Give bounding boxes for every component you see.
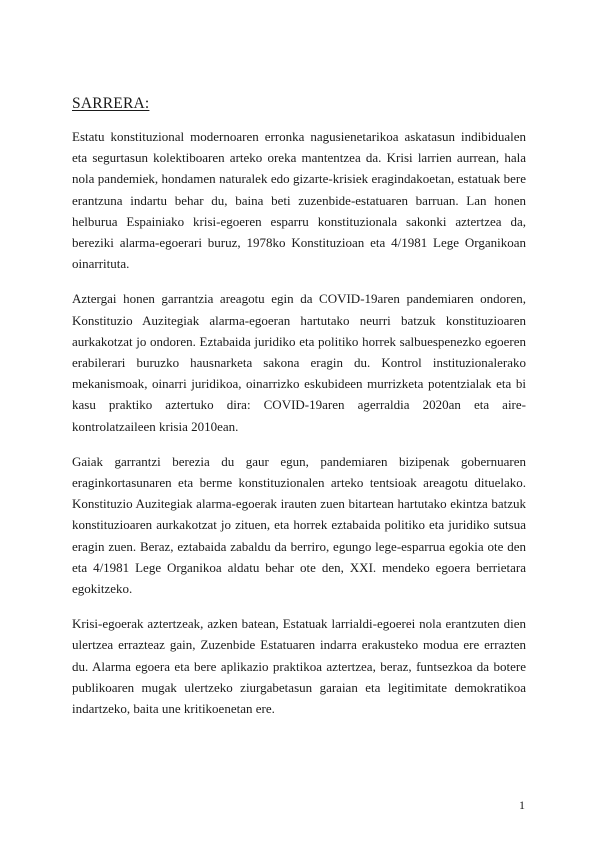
page-number: 1 <box>519 798 525 812</box>
paragraph-4: Krisi-egoerak aztertzeak, azken batean, Estatuak larrialdi-egoerei nola erantzuten dien ulertzea errazteaz gain, Zuzenbide Estatuaren indarra erakusteko modua ere errazten du. Alarma egoera eta bere aplikazio praktikoa aztertzea, beraz, funtsezkoa da botere publikoaren mugak ulertzeko ziurgabetasun garaian eta legitimitate demokratikoa indartzeko, baita une kritikoenetan ere. <box>72 616 526 717</box>
section-heading: SARRERA: <box>72 95 150 112</box>
paragraph-2: Aztergai honen garrantzia areagotu egin da COVID-19aren pandemiaren ondoren, Konstituzio Auzitegiak alarma-egoeran hartutako neurri batzuk konstituzioaren aurkakotzat jo ondoren. Eztabaida juridiko eta politiko horrek salbuespenezko egoeren erabilerari buruzko hausnarketa sakona eragin du. Kontrol instituzionalerako mekanismoak, oinarri juridikoa, oinarrizko eskubideen murrizketa potentzialak eta bi kasu praktiko aztertuko dira: COVID-19aren agerraldia 2020an eta aire-kontrolatzaileen krisia 2010ean. <box>72 291 526 434</box>
paragraph-1: Estatu konstituzional modernoaren erronka nagusienetarikoa askatasun indibidualen eta segurtasun kolektiboaren arteko oreka mantentzea da. Krisi larrien aurrean, hala nola pandemiek, hondamen naturalek edo gizarte-krisiek eragindakoetan, estatuak bere erantzuna indartu behar du, baina beti zuzenbide-estatuaren barruan. Lan honen helburua Espainiako krisi-egoeren esparru konstituzionala sakonki aztertzea da, bereziki alarma-egoerari buruz, 1978ko Konstituzioan eta 4/1981 Lege Organikoan oinarrituta. <box>72 129 526 272</box>
body-text <box>72 126 526 733</box>
paragraph-3: Gaiak garrantzi berezia du gaur egun, pandemiaren bizipenak gobernuaren eraginkortasunaren eta berme konstituzionalen arteko tentsioak areagotu dituelako. Konstituzio Auzitegiak alarma-egoerak irauten zuen bitartean hartutako ekintza batzuk konstituzioaren aurkakotzat jo zituen, eta horrek eztabaida politiko eta juridiko sutsua eragin zuen. Beraz, eztabaida zabaldu da berriro, egungo lege-esparrua egokia ote den eta 4/1981 Lege Organikoa aldatu behar ote den, XXI. mendeko egoera berrietara egokitzeko. <box>72 453 526 597</box>
